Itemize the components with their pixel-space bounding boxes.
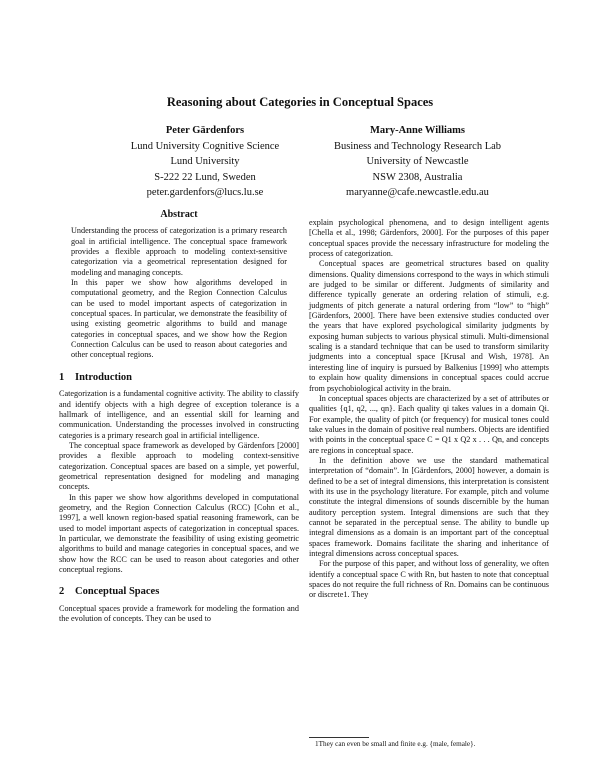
section-title: Conceptual Spaces — [75, 586, 160, 598]
author-email: maryanne@cafe.newcastle.edu.au — [346, 187, 489, 198]
abstract-body — [71, 226, 287, 360]
abstract-heading: Abstract — [160, 209, 198, 220]
abstract-paragraph: Understanding the process of categorization is a primary research goal in artificial intelligence. The conceptual space framework provides a flexible approach to modeling context-sensitive categorization via a geometrical representation designed for modeling and managing concepts. — [71, 226, 287, 277]
body-paragraph: Categorization is a fundamental cognitive activity. The ability to classify and identify objects with a high degree of exception tolerance is a hallmark of intelligence, and an essential skill for learning and communication. Understanding the processes involved in constructing categories is a primary research goal in artificial intelligence. — [59, 389, 299, 440]
author-address: S-222 22 Lund, Sweden — [154, 171, 256, 183]
body-paragraph: Conceptual spaces are geometrical structures based on quality dimensions. Quality dimensions correspond to the ways in which stimuli are judged to be similar or different. Judgments of similarity and difference typically generate an ordering relation of stimuli, e.g. judgments of pitch generate a natural ordering from “low” to “high” [Gärdenfors, 2000]. There have been extensive studies conducted over the years that have explored psychological similarity judgments by exposing human subjects to various physical stimuli. Multi-dimensional scaling is a standard technique that can be used to transform similarity judgments into a conceptual space [Krusal and Wish, 1978]. An interesting line of inquiry is pursued by Balkenius [1999] who attempts to explain how quality dimensions in conceptual spaces could accrue from psychobiological activity in the brain. — [309, 259, 549, 393]
author-name: Mary-Anne Williams — [370, 125, 465, 136]
body-paragraph: explain psychological phenomena, and to design intelligent agents [Chella et al., 1998; Gärdenfors, 2000]. For the purposes of this paper conceptual spaces provide the necessary infrastructure for modeling the process of categorization. — [309, 218, 549, 259]
author-affiliation: University of Newcastle — [366, 156, 469, 167]
section-heading-introduction — [59, 373, 299, 383]
left-column — [59, 210, 299, 624]
footnote-rule — [309, 737, 369, 738]
author-affiliation: Business and Technology Research Lab — [333, 140, 502, 152]
author-block-1 — [110, 123, 300, 201]
section-heading-conceptual-spaces — [59, 587, 299, 597]
section-number: 1 — [59, 371, 65, 383]
body-paragraph: In conceptual spaces objects are characterized by a set of attributes or qualities {q1, q2, ..., qn}. Each quality qi takes values in a domain Qi. For example, the quality of pitch (or frequency) for musical tones could take values in the domain of positive real numbers. Objects are identified with points in the conceptual space C = Q1 x Q2 x . . . Qn, and concepts are regions in conceptual space. — [309, 393, 549, 455]
body-paragraph: In the definition above we use the standard mathematical interpretation of “domain”. In [Gärdenfors, 2000] however, a domain is defined to be a set of integral dimensions, this interpretation is consistent with its use in the psychology literature. For example, pitch and volume constitute the integral dimensions of sounds discernible by the human auditory perception system. Integral dimensions are such that they cannot be separated in the perceptual sense. The ability to bundle up integral dimensions as a domain is an important part of the conceptual spaces framework. Domains facilitate the sharing and inheritance of integral dimensions across conceptual spaces. — [309, 455, 549, 558]
author-email: peter.gardenfors@lucs.lu.se — [146, 187, 264, 198]
author-affiliation: Lund University — [170, 156, 240, 167]
author-block-2 — [305, 123, 530, 201]
right-column — [309, 218, 549, 601]
section-title: Introduction — [75, 371, 132, 383]
paper-title: Reasoning about Categories in Conceptual Spaces — [166, 95, 434, 109]
author-affiliation: Lund University Cognitive Science — [130, 140, 280, 152]
body-paragraph: Conceptual spaces provide a framework for modeling the formation and the evolution of concepts. They can be used to — [59, 603, 299, 624]
body-paragraph: For the purpose of this paper, and without loss of generality, we often identify a conceptual space C with Rn, but hasten to note that conceptual spaces do not require the full richness of Rn. Domains can be continuous or discrete1. They — [309, 559, 549, 600]
section-number: 2 — [59, 586, 65, 598]
author-address: NSW 2308, Australia — [372, 171, 463, 183]
abstract-paragraph: In this paper we show how algorithms developed in computational geometry, and the Region Connection Calculus can be used to model important aspects of categorization in conceptual spaces. In particular, we demonstrate the feasibility of using existing geometric algorithms to build and manage categories in conceptual spaces, and we show how the Region Connection Calculus can be used to reason about categories and other conceptual regions. — [71, 278, 287, 360]
author-name: Peter Gärdenfors — [165, 125, 245, 136]
footnote: 1They can even be small and finite e.g. {male, female}. — [315, 740, 476, 748]
body-paragraph: The conceptual space framework as developed by Gärdenfors [2000] provides a flexible approach to modeling context-sensitive categorization. Conceptual spaces are based on a simple, yet powerful, geometrical representation designed for modeling and managing concepts. — [59, 440, 299, 492]
body-paragraph: In this paper we show how algorithms developed in computational geometry, and the Region Connection Calculus (RCC) [Cohn et al., 1997], a well known region-based spatial reasoning framework, can be used to model important aspects of categorization in conceptual spaces. In particular, we demonstrate the feasibility of using existing geometric algorithms to build and manage categories in conceptual spaces, and we show how the RCC can be used to reason about categories and other conceptual regions. — [59, 492, 299, 574]
